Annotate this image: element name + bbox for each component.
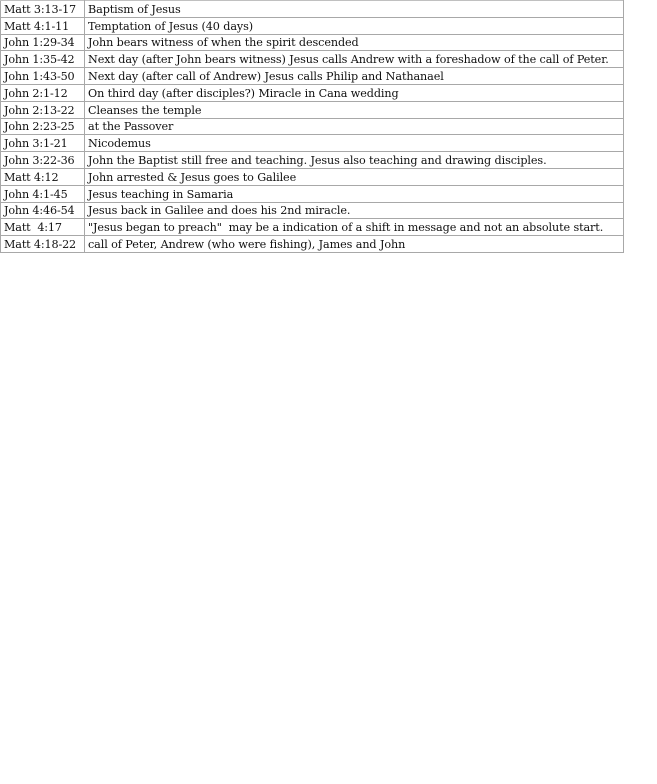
reference-cell[interactable]: John 4:1-45 (1, 185, 85, 202)
reference-cell[interactable]: John 2:1-12 (1, 84, 85, 101)
table-row (1, 68, 624, 85)
table-row (1, 135, 624, 152)
table-row (1, 101, 624, 118)
table-body (1, 1, 624, 253)
description-cell[interactable]: Next day (after John bears witness) Jesus calls Andrew with a foreshadow of the call of Peter. (85, 51, 624, 68)
description-cell[interactable]: On third day (after disciples?) Miracle in Cana wedding (85, 84, 624, 101)
table-row (1, 202, 624, 219)
description-cell[interactable]: John the Baptist still free and teaching. Jesus also teaching and drawing disciples. (85, 152, 624, 169)
description-cell[interactable]: at the Passover (85, 118, 624, 135)
description-cell[interactable]: "Jesus began to preach" may be a indication of a shift in message and not an absolute start. (85, 219, 624, 236)
table-row (1, 168, 624, 185)
table-row (1, 34, 624, 51)
table-row (1, 84, 624, 101)
description-cell[interactable]: Nicodemus (85, 135, 624, 152)
description-cell[interactable]: Next day (after call of Andrew) Jesus calls Philip and Nathanael (85, 68, 624, 85)
table-row (1, 185, 624, 202)
description-cell[interactable]: John bears witness of when the spirit descended (85, 34, 624, 51)
reference-cell[interactable]: Matt 3:13-17 (1, 1, 85, 18)
reference-cell[interactable]: Matt 4:18-22 (1, 236, 85, 253)
table-row (1, 118, 624, 135)
reference-cell[interactable]: John 3:22-36 (1, 152, 85, 169)
description-cell[interactable]: call of Peter, Andrew (who were fishing), James and John (85, 236, 624, 253)
reference-cell[interactable]: Matt 4:1-11 (1, 17, 85, 34)
table-row (1, 152, 624, 169)
reference-cell[interactable]: John 4:46-54 (1, 202, 85, 219)
description-cell[interactable]: Cleanses the temple (85, 101, 624, 118)
reference-cell[interactable]: John 1:35-42 (1, 51, 85, 68)
reference-cell[interactable]: John 3:1-21 (1, 135, 85, 152)
reference-cell[interactable]: John 1:43-50 (1, 68, 85, 85)
table-row (1, 17, 624, 34)
description-cell[interactable]: Baptism of Jesus (85, 1, 624, 18)
scripture-timeline-table (0, 0, 624, 253)
reference-cell[interactable]: Matt 4:17 (1, 219, 85, 236)
reference-cell[interactable]: Matt 4:12 (1, 168, 85, 185)
reference-cell[interactable]: John 1:29-34 (1, 34, 85, 51)
table-row (1, 236, 624, 253)
description-cell[interactable]: John arrested & Jesus goes to Galilee (85, 168, 624, 185)
description-cell[interactable]: Temptation of Jesus (40 days) (85, 17, 624, 34)
table-row (1, 51, 624, 68)
reference-cell[interactable]: John 2:23-25 (1, 118, 85, 135)
description-cell[interactable]: Jesus teaching in Samaria (85, 185, 624, 202)
table-row (1, 1, 624, 18)
table-row (1, 219, 624, 236)
reference-cell[interactable]: John 2:13-22 (1, 101, 85, 118)
scripture-timeline-sheet (0, 0, 624, 253)
description-cell[interactable]: Jesus back in Galilee and does his 2nd miracle. (85, 202, 624, 219)
